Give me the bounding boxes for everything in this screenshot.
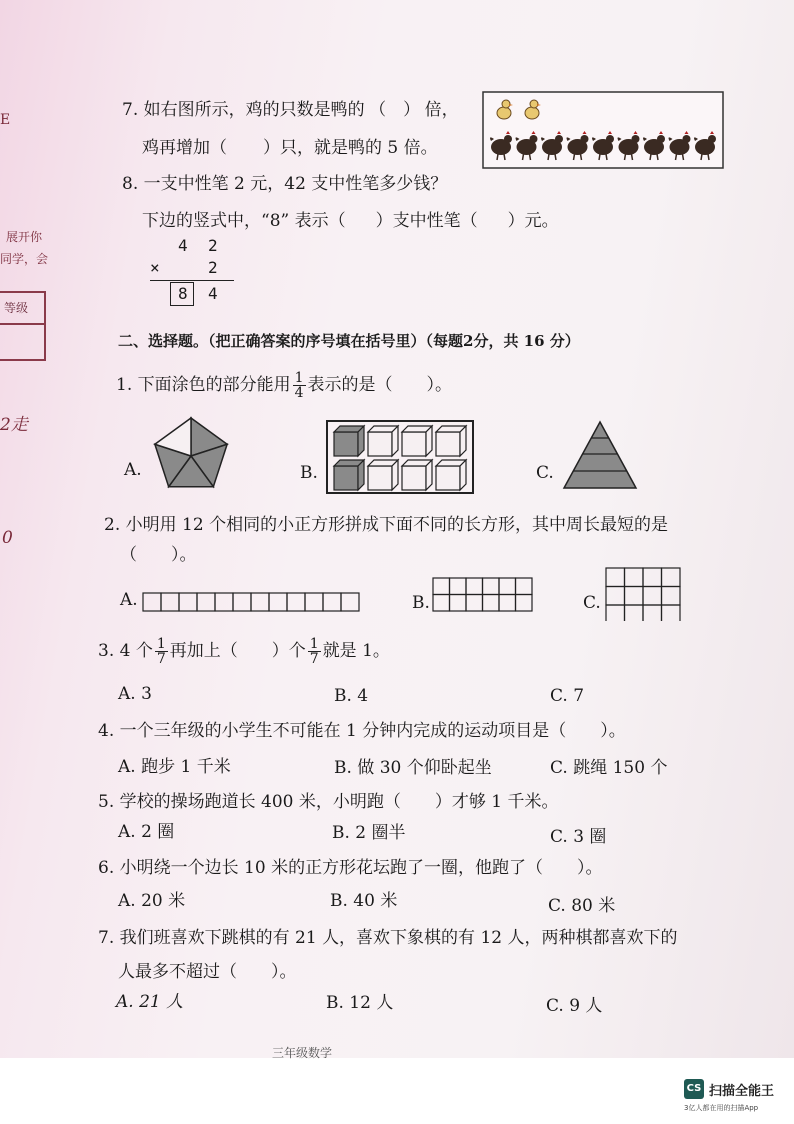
rect-3x4 [605,567,681,621]
section-heading: 二、选择题。（把正确答案的序号填在括号里）（每题2分，共 16 分） [118,332,580,350]
grid-square [305,593,323,611]
q1-opt-c: C. [536,463,554,483]
rect-2x6 [432,577,534,615]
grid-square [662,568,681,587]
q8-line2: 下边的竖式中，“8” 表示（ ）支中性笔（ ）元。 [142,211,559,231]
fraction: $\frac{1}{4}$ [294,370,304,401]
grid-square [466,595,483,612]
grid-square [433,595,450,612]
vertical-calculation: 4 2 × 2 8 4 [150,236,240,308]
q6-opt-c: C. 80 米 [548,896,616,916]
choice-q4: 4. 一个三年级的小学生不可能在 1 分钟内完成的运动项目是（ ）。 [98,721,626,741]
q2-opt-a: A. [120,590,138,610]
grid-square [466,578,483,595]
pentagon-figure [148,414,234,494]
q7-line1: 7. 如右图所示，鸡的只数是鸭的 （ ） 倍， [122,100,459,120]
cube-icon [368,460,398,490]
choice-q2-line2: （ ）。 [120,545,197,565]
grade-label: 等级 [0,293,44,325]
q5-opt-b: B. 2 圈半 [332,823,406,843]
choice-q7-line2: 人最多不超过（ ）。 [118,962,297,982]
q1-opt-a: A. [124,460,142,480]
margin-fragment: E [0,112,11,128]
grid-square [516,595,533,612]
q8-line1: 8. 一支中性笔 2 元，42 支中性笔多少钱？ [122,174,448,194]
cube-icon [334,426,364,456]
triangle-figure [560,418,640,490]
fraction: $\frac{1}{7}$ [309,636,319,667]
grid-square [499,578,516,595]
grid-square [433,578,450,595]
choice-q2-line1: 2. 小明用 12 个相同的小正方形拼成下面不同的长方形，其中周长最短的是 [104,515,669,535]
grid-square [251,593,269,611]
q5-opt-c: C. 3 圈 [550,827,607,847]
grid-square [499,595,516,612]
margin-fragment: 展开你 [6,230,43,244]
grid-square [643,568,662,587]
page-footer-label: 三年级数学 [272,1046,333,1060]
q7-opt-b: B. 12 人 [326,993,394,1013]
q7-opt-c: C. 9 人 [546,996,603,1016]
grid-square [215,593,233,611]
margin-fragment: 同学，会 [0,252,49,266]
grid-square [483,595,500,612]
q5-opt-a: A. 2 圈 [118,822,175,842]
grid-square [625,587,644,606]
grid-square [662,587,681,606]
duck-chicken-picture [482,91,724,169]
choice-q7-line1: 7. 我们班喜欢下跳棋的有 21 人，喜欢下象棋的有 12 人，两种棋都喜欢下的 [98,928,678,948]
grid-square [450,595,467,612]
q3-opt-b: B. 4 [334,686,369,706]
q7-line2: 鸡再增加（ ）只，就是鸭的 5 倍。 [142,138,438,158]
grade-box [0,291,46,361]
fraction: $\frac{1}{7}$ [156,636,166,667]
q6-opt-b: B. 40 米 [330,891,398,911]
grid-square [143,593,161,611]
cubes-figure [326,420,474,494]
cube-icon [402,426,432,456]
cube-icon [436,460,466,490]
cube-icon [402,460,432,490]
grid-square [450,578,467,595]
grid-square [625,568,644,587]
grid-square [323,593,341,611]
q6-opt-a: A. 20 米 [118,891,186,911]
grid-square [197,593,215,611]
choice-q1: 1. 下面涂色的部分能用 $\frac{1}{4}$ 表示的是（ ）。 [116,370,453,401]
scan-footer [0,1058,794,1124]
choice-q6: 6. 小明绕一个边长 10 米的正方形花坛跑了一圈，他跑了（ ）。 [98,858,603,878]
cube-icon [436,426,466,456]
q3-opt-a: A. 3 [118,684,152,704]
grid-square [341,593,359,611]
grid-square [606,568,625,587]
grid-square [233,593,251,611]
q3-opt-c: C. 7 [550,686,585,706]
camscanner-name: 扫描全能王 [709,1084,775,1099]
grid-square [161,593,179,611]
grid-square [287,593,305,611]
margin-fragment: 2走 [0,415,28,435]
grid-square [662,605,681,621]
grid-square [625,605,644,621]
triangle-shape [564,422,636,488]
camscanner-tagline: 3亿人都在用的扫描App [684,1104,759,1112]
choice-q5: 5. 学校的操场跑道长 400 米，小明跑（ ）才够 1 千米。 [98,792,559,812]
q7-opt-a: A. 21 人 [116,992,184,1012]
q2-opt-c: C. [583,593,601,613]
q4-opt-c: C. 跳绳 150 个 [550,758,668,778]
cube-icon [334,460,364,490]
grid-square [606,587,625,606]
cube-icon [368,426,398,456]
choice-q3: 3. 4 个 $\frac{1}{7}$ 再加上（ ）个 $\frac{1}{7}$ 就是 1。 [98,636,390,667]
q4-opt-a: A. 跑步 1 千米 [118,757,231,777]
grid-square [269,593,287,611]
margin-fragment: 0 [2,528,13,548]
grid-square [179,593,197,611]
grid-square [516,578,533,595]
q1-opt-b: B. [300,463,318,483]
rect-1x12 [142,592,366,612]
q4-opt-b: B. 做 30 个仰卧起坐 [334,758,492,778]
grid-square [643,605,662,621]
q2-opt-b: B. [412,593,430,613]
camscanner-logo: CS [684,1079,704,1099]
grid-square [606,605,625,621]
grid-square [483,578,500,595]
grid-square [643,587,662,606]
